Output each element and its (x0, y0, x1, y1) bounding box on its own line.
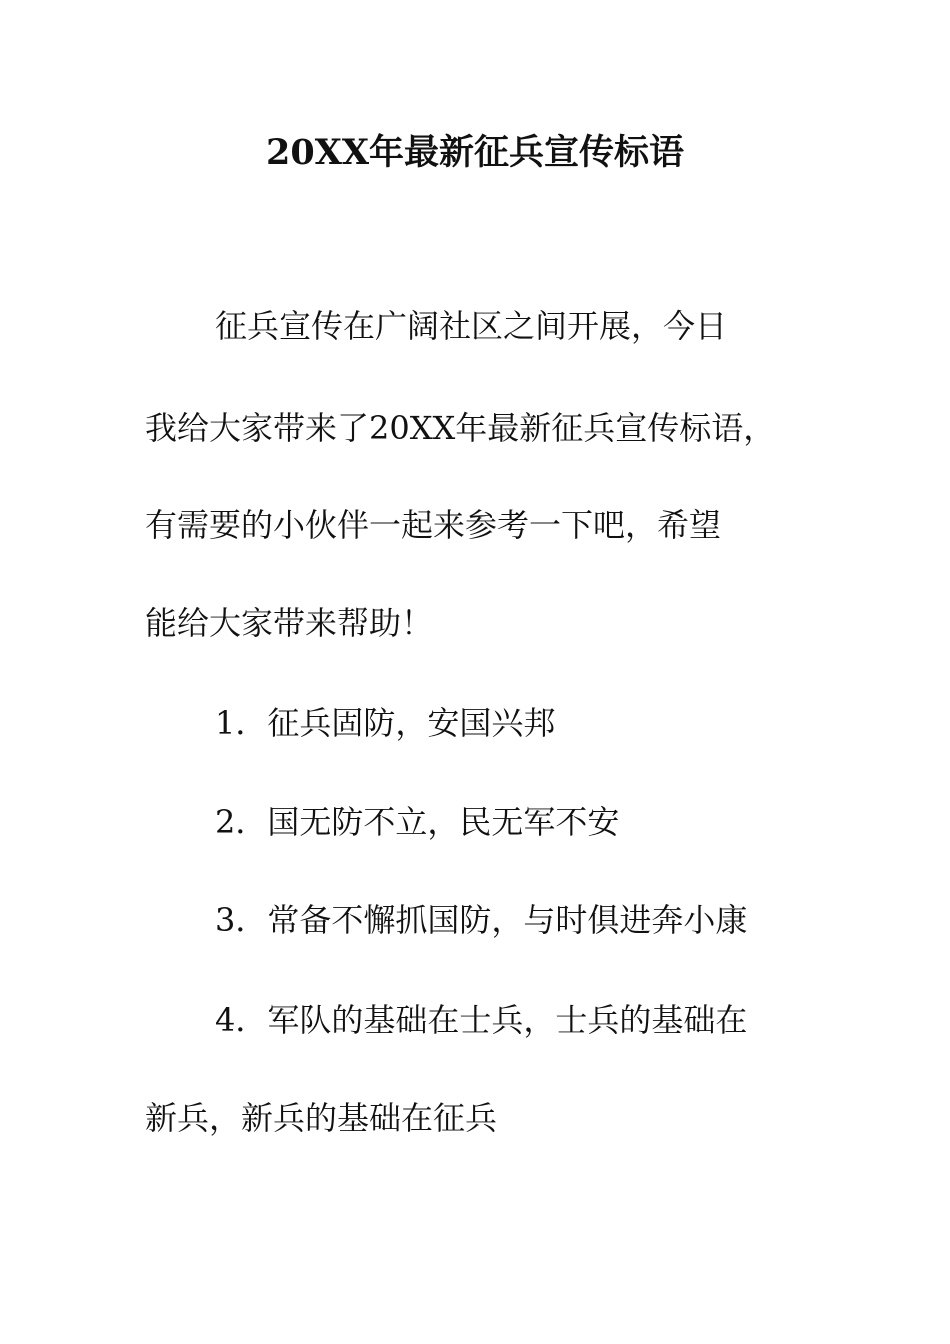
intro-line-2: 我给大家带来了20XX年最新征兵宣传标语， (145, 409, 776, 447)
slogan-item-2: 2．国无防不立，民无军不安 (215, 803, 620, 841)
intro-line-4: 能给大家带来帮助！ (145, 604, 434, 642)
slogan-item-1: 1．征兵固防，安国兴邦 (215, 704, 556, 742)
slogan-item-4-line-2: 新兵，新兵的基础在征兵 (145, 1099, 498, 1137)
intro-line-1: 征兵宣传在广阔社区之间开展，今日 (215, 307, 728, 345)
slogan-item-3: 3．常备不懈抓国防，与时俱进奔小康 (215, 901, 748, 939)
slogan-item-4-line-1: 4．军队的基础在士兵，士兵的基础在 (215, 1001, 748, 1039)
document-title: 20XX年最新征兵宣传标语 (265, 132, 685, 173)
intro-line-3: 有需要的小伙伴一起来参考一下吧，希望 (145, 506, 722, 544)
